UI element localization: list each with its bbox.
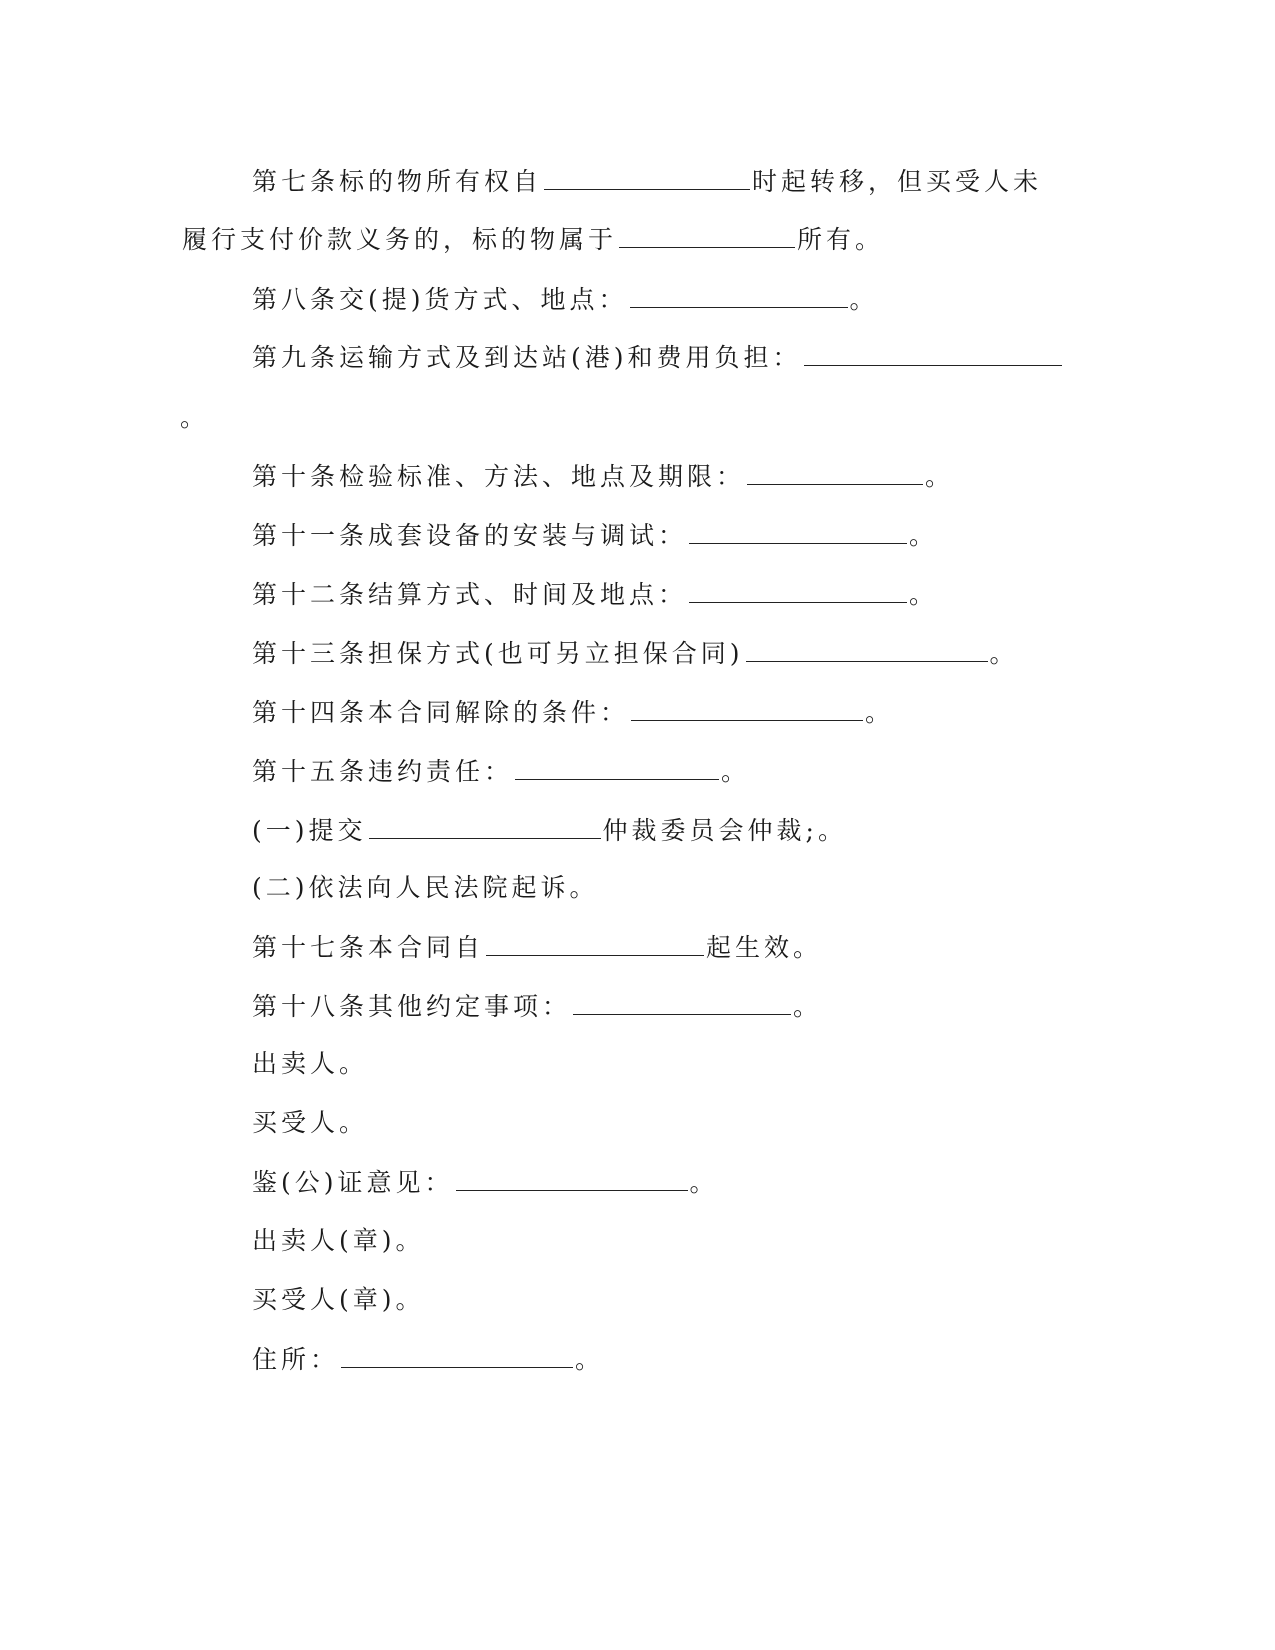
address-line (252, 1343, 604, 1375)
text-before: 第八条交(提)货方式、地点： (252, 285, 628, 314)
fill-blank (619, 223, 795, 248)
buyer-seal (252, 1284, 425, 1316)
clause-10 (252, 460, 954, 492)
text-before: 第十条检验标准、方法、地点及期限： (252, 462, 746, 491)
text-after: 时起转移，但买受人未 (752, 167, 1043, 196)
fill-blank (515, 755, 719, 780)
text-before: 买受人(章)。 (252, 1285, 425, 1314)
clause-9-line-2 (180, 402, 209, 434)
fill-blank (369, 814, 601, 839)
fill-blank (746, 637, 988, 662)
dispute-option-2 (252, 872, 599, 904)
clause-15 (252, 755, 750, 787)
fill-blank (630, 283, 848, 308)
clause-9-line-1 (252, 341, 1064, 373)
notary-opinion (252, 1166, 719, 1198)
clause-7-line-2 (182, 223, 884, 255)
clause-11 (252, 519, 938, 551)
text-before: 。 (180, 403, 210, 432)
text-before: 出卖人(章)。 (252, 1226, 425, 1255)
text-after: 。 (721, 757, 751, 786)
text-before: 第十二条结算方式、时间及地点： (252, 580, 688, 609)
dispute-option-1 (252, 814, 847, 846)
text-after: 。 (909, 521, 939, 550)
text-after: 仲裁委员会仲裁;。 (602, 816, 847, 845)
fill-blank (689, 578, 907, 603)
fill-blank (804, 341, 1062, 366)
fill-blank (631, 696, 863, 721)
text-before: 第十四条本合同解除的条件： (252, 698, 630, 727)
fill-blank (456, 1166, 688, 1191)
text-before: 第十一条成套设备的安装与调试： (252, 521, 688, 550)
text-after: 起生效。 (706, 933, 823, 962)
seller-label (252, 1048, 368, 1080)
text-before: 第十八条其他约定事项： (252, 992, 572, 1021)
clause-14 (252, 696, 894, 728)
text-before: 出卖人。 (252, 1049, 369, 1078)
text-after: 。 (865, 698, 895, 727)
clause-12 (252, 578, 938, 610)
fill-blank (747, 460, 923, 485)
fill-blank (573, 990, 791, 1015)
clause-8 (252, 283, 879, 315)
fill-blank (544, 165, 750, 190)
text-before: 第十七条本合同自 (252, 933, 485, 962)
clause-17 (252, 931, 822, 963)
clause-18 (252, 990, 822, 1022)
text-after: 。 (793, 992, 823, 1021)
text-before: 第十三条担保方式(也可另立担保合同) (252, 639, 744, 668)
text-before: 第九条运输方式及到达站(港)和费用负担： (252, 343, 802, 372)
text-after: 。 (689, 1168, 719, 1197)
text-before: 第七条标的物所有权自 (252, 167, 543, 196)
fill-blank (486, 931, 704, 956)
text-before: 鉴(公)证意见： (252, 1168, 454, 1197)
text-before: (二)依法向人民法院起诉。 (252, 873, 599, 902)
text-before: 第十五条违约责任： (252, 757, 514, 786)
seller-seal (252, 1225, 425, 1257)
text-after: 。 (925, 462, 955, 491)
text-before: 买受人。 (252, 1108, 369, 1137)
text-after: 。 (909, 580, 939, 609)
text-before: (一)提交 (252, 816, 367, 845)
fill-blank (341, 1343, 573, 1368)
fill-blank (689, 519, 907, 544)
text-after: 。 (575, 1345, 605, 1374)
text-after: 所有。 (797, 225, 885, 254)
clause-7-line-1 (252, 165, 1042, 197)
text-after: 。 (989, 639, 1019, 668)
buyer-label (252, 1107, 368, 1139)
text-before: 履行支付价款义务的，标的物属于 (182, 225, 618, 254)
text-after: 。 (849, 285, 879, 314)
text-before: 住所： (252, 1345, 340, 1374)
clause-13 (252, 637, 1019, 669)
